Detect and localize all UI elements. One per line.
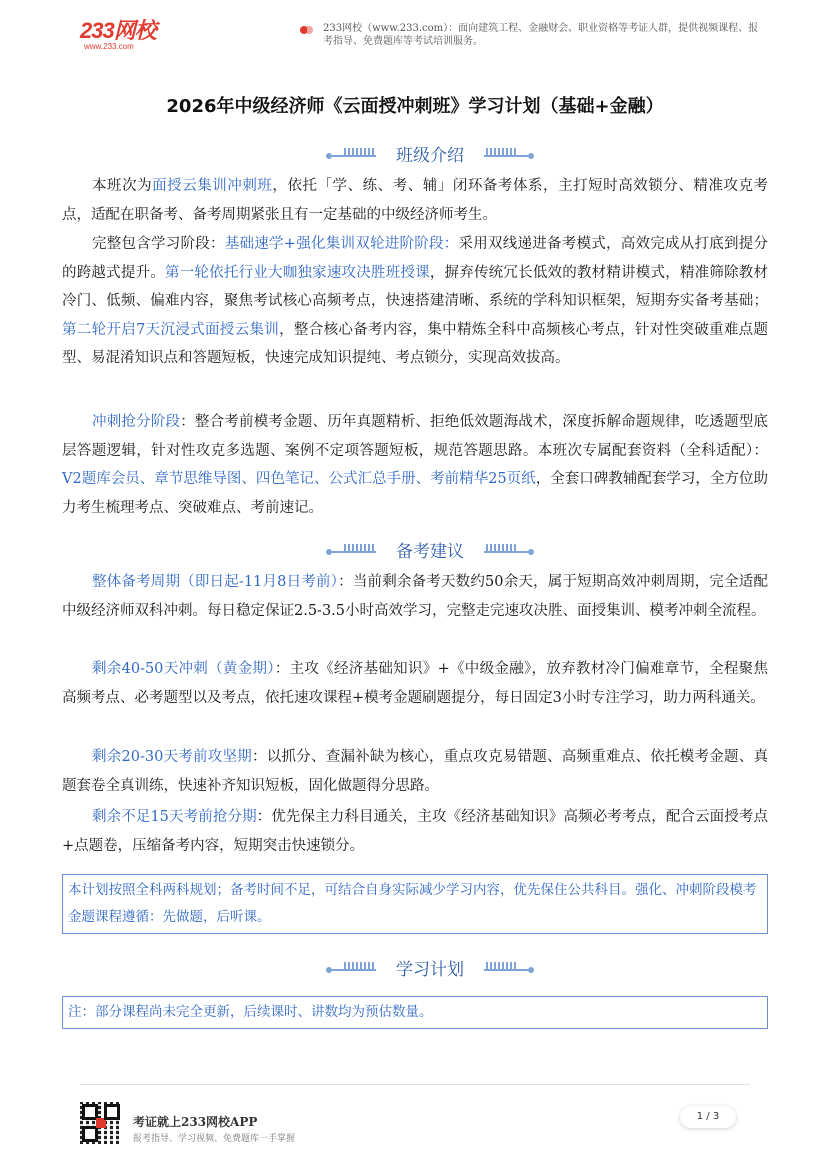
intro-paragraph-2: [62, 230, 768, 373]
advice-paragraph-2: [62, 655, 768, 712]
text: ，全套口碑教辅配套学习，全方位助力考生梳理考点、突破难点、考前速记。: [62, 471, 769, 516]
decor-stripes-icon: [486, 148, 516, 155]
brand-logo[interactable]: [80, 20, 180, 50]
text: ，整合核心备考内容，集中精炼全科中高频核心考点，针对性突破重难点题型、易混淆知识点和答题短板，快速完成知识提纯、考点锁分，实现高效拔高。: [62, 321, 768, 366]
footer-app-subtitle: 报考指导、学习视频、免费题库一手掌握: [133, 1134, 296, 1144]
highlight-text: 整体备考周期（即日起-11月8日考前）: [92, 574, 339, 590]
highlight-text: 第二轮开启7天沉浸式面授云集训: [62, 321, 280, 338]
footer-app-title: 考证就上233网校APP: [133, 1115, 258, 1129]
highlight-text: 剩余不足15天考前抢分期: [92, 809, 257, 825]
footer-divider: [80, 1084, 750, 1085]
section-heading-intro: [0, 143, 830, 169]
section-heading-plan: [0, 957, 830, 983]
text: 完整包含学习阶段：: [92, 236, 225, 252]
text: ：以抓分、查漏补缺为核心，重点攻克易错题、高频重难点、依托模考金题、真题套卷全真训练，快速补齐知识短板，固化做题得分思路。: [62, 749, 768, 794]
decor-stripes-icon: [344, 544, 374, 551]
logo-text: 233网校: [80, 18, 156, 43]
text: ，摒弃传统冗长低效的教材精讲模式，精准筛除教材冷门、低频、偏难内容，聚焦考试核心高频考点，快速搭建清晰、系统的学科知识框架，短期夯实备考基础；: [62, 264, 769, 309]
qr-center-logo: [96, 1118, 106, 1128]
section-heading-advice: [0, 539, 830, 565]
course-note-box: 注：部分课程尚未完全更新，后续课时、讲数均为预估数量。: [62, 996, 768, 1029]
highlight-text: 面授云集训冲刺班: [152, 178, 273, 194]
decor-line-icon: [484, 551, 528, 553]
highlight-text: 第一轮依托行业大咖独家速攻决胜班授课: [165, 264, 430, 281]
qr-code-icon[interactable]: [80, 1102, 122, 1144]
section-title: 班级介绍: [396, 146, 464, 166]
decor-line-icon: [332, 155, 376, 157]
text: ，依托「学、练、考、辅」闭环备考体系，主打短时高效锁分、精准攻克考点，适配在职备考、备考周期紧张且有一定基础的中级经济师考生。: [62, 178, 769, 223]
section-title: 备考建议: [396, 542, 464, 562]
advice-paragraph-4: [62, 803, 768, 860]
intro-paragraph-3: [62, 408, 768, 522]
decor-line-icon: [332, 969, 376, 971]
advice-paragraph-1: [62, 568, 768, 625]
plan-note-box: 本计划按照全科两科规划；备考时间不足，可结合自身实际减少学习内容，优先保住公共科目。强化、冲刺阶段模考金题课程遵循：先做题，后听课。: [62, 874, 768, 934]
decor-line-icon: [332, 551, 376, 553]
decor-line-icon: [484, 155, 528, 157]
text: ：优先保主力科目通关，主攻《经济基础知识》高频必考考点，配合云面授考点+点题卷，压缩备考内容，短期突击快速锁分。: [62, 809, 768, 854]
decor-stripes-icon: [486, 962, 516, 969]
text: ：整合考前模考金题、历年真题精析、拒绝低效题海战术，深度拆解命题规律，吃透题型底层答题逻辑，针对性攻克多选题、案例不定项答题短板，规范答题思路。本班次专属配套资料（全科适配）：: [62, 414, 768, 459]
text: 采用双线递进备考模式，高效完成从打底到提分的跨越式提升。: [62, 236, 769, 281]
text: ：当前剩余备考天数约50余天，属于短期高效冲刺周期，完全适配中级经济师双科冲刺。每日稳定保证2.5-3.5小时高效学习，完整走完速攻决胜、面授集训、模考冲刺全流程。: [62, 574, 768, 619]
section-title: 学习计划: [396, 960, 464, 980]
text: ：主攻《经济基础知识》+《中级金融》，放弃教材冷门偏难章节，全程聚焦高频考点、必考题型以及考点，依托速攻课程+模考金题刷题提分，每日固定3小时专注学习，助力两科通关。: [62, 661, 768, 706]
highlight-text: 剩余20-30天考前攻坚期: [92, 749, 253, 765]
decor-stripes-icon: [344, 962, 374, 969]
page-header: [0, 0, 830, 60]
highlight-text: 冲刺抢分阶段: [92, 414, 181, 430]
brand-dot-half-icon: [307, 26, 313, 34]
logo-url: www.233.com: [84, 42, 134, 51]
intro-paragraph-1: [62, 172, 768, 229]
decor-line-icon: [484, 969, 528, 971]
decor-stripes-icon: [486, 544, 516, 551]
qr-corner: [82, 1126, 98, 1142]
header-tagline: 233网校（www.233.com）：面向建筑工程、金融财会、职业资格等考证人群，提供视频课程、报考指导、免费题库等考试培训服务。: [323, 23, 759, 47]
advice-paragraph-3: [62, 743, 768, 800]
document-title: 2026年中级经济师《云面授冲刺班》学习计划（基础+金融）: [166, 96, 664, 117]
text: 本班次为: [92, 178, 153, 194]
page-indicator: 1 / 3: [680, 1106, 736, 1128]
highlight-text: V2题库会员、章节思维导图、四色笔记、公式汇总手册、考前精华25页纸: [62, 471, 536, 487]
highlight-text: 剩余40-50天冲刺（黄金期）: [92, 661, 275, 677]
highlight-text: 基础速学+强化集训双轮进阶阶段：: [224, 236, 459, 252]
decor-stripes-icon: [344, 148, 374, 155]
